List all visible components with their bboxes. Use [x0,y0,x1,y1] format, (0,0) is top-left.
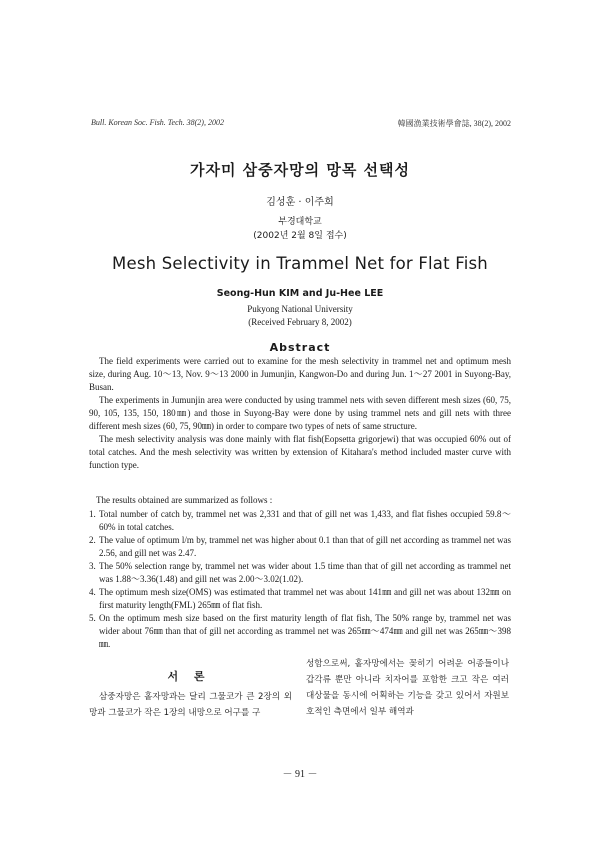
english-authors: Seong-Hun KIM and Ju-Hee LEE [216,288,384,299]
result-number: 1. [89,509,96,519]
introduction-right-column: 성함으로써, 홑자망에서는 꽂히기 어려운 어종들이나 갑각류 뿐만 아니라 치자어를 포함한 크고 작은 여러 대상물을 동시에 어획하는 기능을 갖고 있어서 자원보호적인 측면에서 일부 해역과 [306,659,509,717]
result-number: 3. [89,561,96,571]
english-received-date: (Received February 8, 2002) [248,317,352,327]
journal-header-english: Bull. Korean Soc. Fish. Tech. 38(2), 2002 [91,118,224,127]
result-item [89,508,511,534]
journal-header-korean: 韓國漁業技術學會誌, 38(2), 2002 [397,119,511,128]
english-affiliation-block [0,303,600,329]
abstract-paragraph: The field experiments were carried out to examine for the mesh selectivity in trammel net and optimum mesh size, during Aug. 10～13, Nov. 9～13 2000 in Jumunjin, Kangwon-Do and during Jun. 1～27 2001 in Suyong-Bay, Busan. [89,356,511,392]
korean-authors: 김성훈 · 이주희 [266,197,334,208]
result-number: 5. [89,613,96,623]
result-item [89,560,511,586]
abstract-body [89,355,511,472]
abstract-paragraph: The experiments in Jumunjin area were conducted by using trammel nets with seven different mesh sizes (60, 75, 90, 105, 135, 150, 180㎜) and those in Suyong-Bay were done by using trammel nets and gill nets with three different mesh sizes (60, 75, 90㎜) in order to compare two types of nets of same structure. [89,395,511,431]
result-text: Total number of catch by, trammel net was 2,331 and that of gill net was 1,433, and flat fishes occupied 59.8～60% in total catches. [99,509,511,532]
result-text: The optimum mesh size(OMS) was estimated that trammel net was about 141㎜ and gill net was about 132㎜ on first maturity length(FML) 265㎜ of flat fish. [99,587,511,610]
result-item [89,534,511,560]
abstract-heading: Abstract [269,341,331,354]
introduction-left-column: 삼중자망은 홑자망과는 달리 그물코가 큰 2장의 외망과 그물코가 작은 1장의 내망으로 어구를 구 [89,692,292,718]
page-number: － 91 － [282,769,318,780]
result-number: 2. [89,535,96,545]
result-item [89,586,511,612]
english-affiliation: Pukyong National University [247,304,353,314]
english-title: Mesh Selectivity in Trammel Net for Flat Fish [112,254,488,273]
abstract-paragraph: The mesh selectivity analysis was done mainly with flat fish(Eopsetta grigorjewi) that was occupied 60% out of total catches. And the mesh selectivity was written by extension of Kitahara's method included master curve with function type. [89,434,511,470]
introduction-heading: 서 론 [167,670,211,683]
korean-received-date: (2002년 2월 8일 접수) [253,231,347,241]
result-item [89,612,511,651]
result-number: 4. [89,587,96,597]
results-list [89,508,511,651]
result-text: The value of optimum l/m by, trammel net was higher about 0.1 than that of gill net according as trammel net was 2.56, and gill net was 2.47. [99,535,511,558]
result-text: On the optimum mesh size based on the first maturity length of flat fish, The 50% range by, trammel net was wider about 76㎜ than that of gill net according as trammel net was 265㎜～474㎜ and gill net was 265㎜～398㎜. [99,613,511,649]
korean-affiliation-block [0,215,600,243]
result-text: The 50% selection range by, trammel net was wider about 1.5 time than that of gill net according as trammel net was 1.88～3.36(1.48) and gill net was 2.00～3.02(1.02). [99,561,511,584]
results-intro: The results obtained are summarized as follows : [96,495,273,505]
korean-affiliation: 부경대학교 [278,217,322,227]
korean-title: 가자미 삼중자망의 망목 선택성 [189,161,411,179]
